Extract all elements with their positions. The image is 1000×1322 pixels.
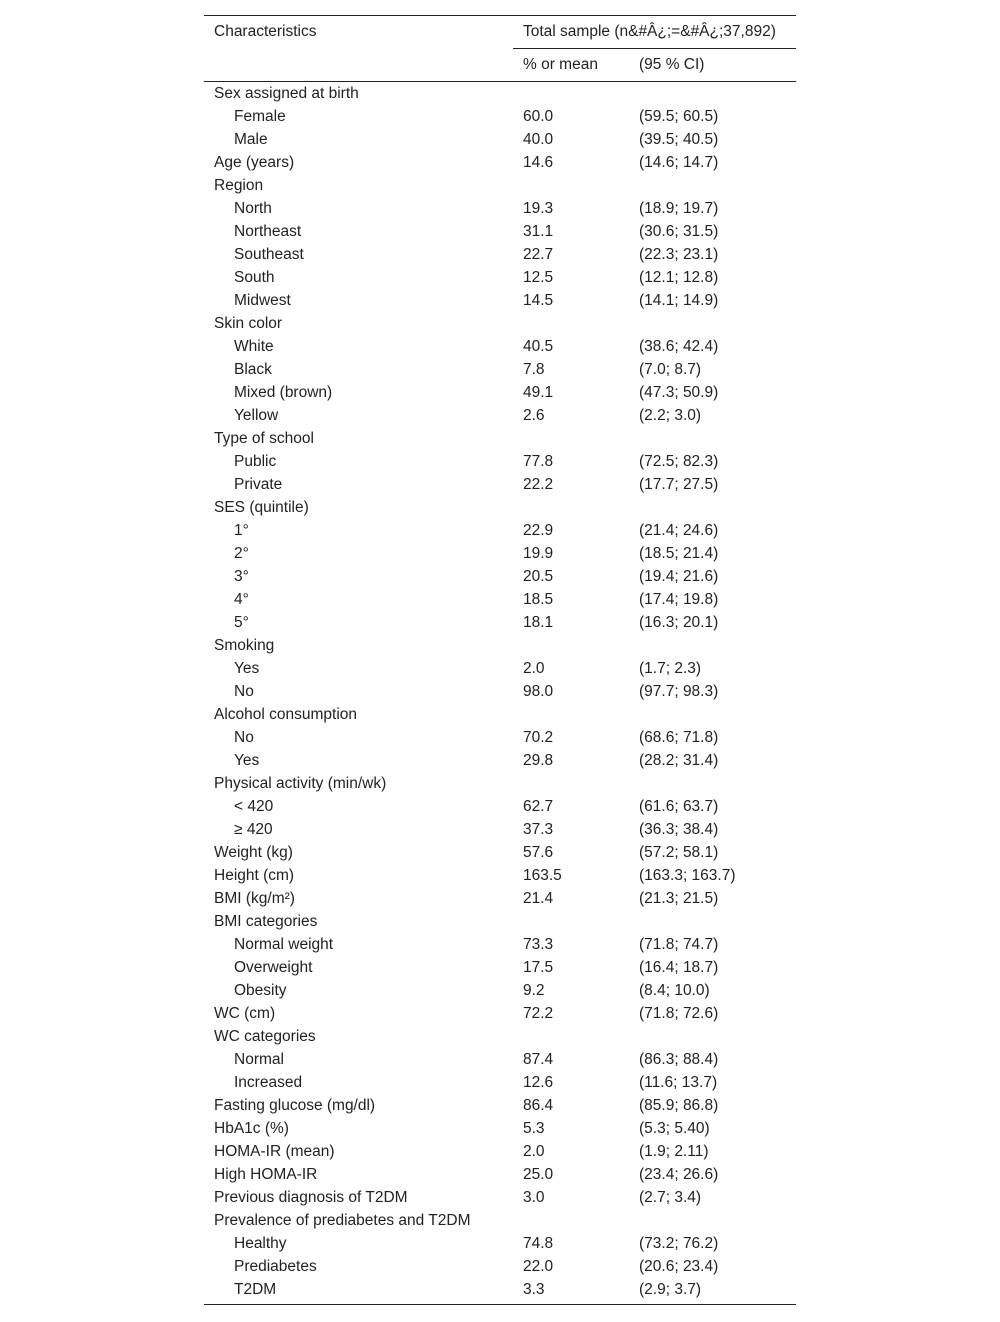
row-label: 5° [234, 614, 249, 631]
row-label: Midwest [234, 292, 291, 309]
row-ci: (18.5; 21.4) [639, 545, 719, 562]
row-label: High HOMA-IR [214, 1166, 318, 1183]
table-row [204, 542, 796, 565]
row-label: Physical activity (min/wk) [214, 775, 387, 792]
table-row [204, 105, 796, 128]
row-label: Public [234, 453, 277, 470]
row-value: 7.8 [523, 361, 545, 378]
row-ci: (14.1; 14.9) [639, 292, 719, 309]
row-value: 163.5 [523, 867, 562, 884]
row-label: Region [214, 177, 264, 194]
table-row [204, 128, 796, 151]
row-value: 12.6 [523, 1074, 554, 1091]
row-ci: (86.3; 88.4) [639, 1051, 719, 1068]
row-label: Yes [234, 660, 260, 677]
row-ci: (17.4; 19.8) [639, 591, 719, 608]
table-row [204, 1140, 796, 1163]
row-value: 62.7 [523, 798, 554, 815]
row-value: 3.0 [523, 1189, 545, 1206]
row-label: 1° [234, 522, 249, 539]
row-ci: (5.3; 5.40) [639, 1120, 710, 1137]
header-value: % or mean [513, 49, 629, 82]
row-value: 2.0 [523, 660, 545, 677]
table-row [204, 795, 796, 818]
row-ci: (2.2; 3.0) [639, 407, 702, 424]
row-label: North [234, 200, 272, 217]
table-row [204, 657, 796, 680]
table-row [204, 634, 796, 657]
table-row [204, 749, 796, 772]
row-value: 21.4 [523, 890, 554, 907]
table-row [204, 496, 796, 519]
row-value [513, 634, 629, 657]
row-label: Male [234, 131, 268, 148]
header-empty-cell [204, 49, 513, 82]
row-ci: (72.5; 82.3) [639, 453, 719, 470]
row-value: 22.7 [523, 246, 554, 263]
row-value: 86.4 [523, 1097, 554, 1114]
row-label: ≥ 420 [234, 821, 273, 838]
header-row-2 [204, 49, 796, 82]
row-value: 18.5 [523, 591, 554, 608]
characteristics-table-container [204, 15, 796, 1305]
row-value: 12.5 [523, 269, 554, 286]
header-total-sample: Total sample (n&#Â¿;=&#Â¿;37,892) [513, 16, 796, 49]
row-label: HbA1c (%) [214, 1120, 289, 1137]
row-ci: (97.7; 98.3) [639, 683, 719, 700]
row-label: Prediabetes [234, 1258, 317, 1275]
row-value [513, 703, 629, 726]
header-characteristics: Characteristics [204, 16, 513, 49]
row-value: 98.0 [523, 683, 554, 700]
row-label: Sex assigned at birth [214, 85, 359, 102]
row-value: 40.5 [523, 338, 554, 355]
table-row [204, 243, 796, 266]
row-ci: (16.3; 20.1) [639, 614, 719, 631]
row-ci: (71.8; 72.6) [639, 1005, 719, 1022]
row-ci: (21.3; 21.5) [639, 890, 719, 907]
row-ci: (2.7; 3.4) [639, 1189, 702, 1206]
row-label: SES (quintile) [214, 499, 309, 516]
row-value: 14.6 [523, 154, 554, 171]
row-ci [629, 910, 796, 933]
row-value: 29.8 [523, 752, 554, 769]
table-row [204, 611, 796, 634]
table-row [204, 956, 796, 979]
table-row [204, 588, 796, 611]
table-row [204, 473, 796, 496]
row-ci [629, 82, 796, 106]
table-row [204, 151, 796, 174]
table-row [204, 818, 796, 841]
row-value [513, 1025, 629, 1048]
row-label: < 420 [234, 798, 274, 815]
row-value [513, 427, 629, 450]
table-row [204, 519, 796, 542]
row-label: Yellow [234, 407, 279, 424]
row-value: 74.8 [523, 1235, 554, 1252]
table-row [204, 1048, 796, 1071]
table-row [204, 450, 796, 473]
row-label: Fasting glucose (mg/dl) [214, 1097, 376, 1114]
row-value [513, 1209, 629, 1232]
table-row [204, 1002, 796, 1025]
table-header [204, 16, 796, 82]
row-value [513, 910, 629, 933]
row-ci [629, 1025, 796, 1048]
row-label: No [234, 729, 254, 746]
table-body [204, 82, 796, 1305]
table-row [204, 289, 796, 312]
row-label: Yes [234, 752, 260, 769]
row-ci: (163.3; 163.7) [639, 867, 736, 884]
row-label: BMI categories [214, 913, 318, 930]
table-row [204, 1117, 796, 1140]
table-row [204, 979, 796, 1002]
table-row [204, 887, 796, 910]
row-label: Private [234, 476, 283, 493]
row-value: 3.3 [513, 1278, 629, 1305]
table-row [204, 1209, 796, 1232]
row-value: 70.2 [523, 729, 554, 746]
table-row [204, 82, 796, 106]
row-ci [629, 427, 796, 450]
row-ci: (57.2; 58.1) [639, 844, 719, 861]
table-row [204, 1094, 796, 1117]
table-row [204, 726, 796, 749]
row-ci: (19.4; 21.6) [639, 568, 719, 585]
table-row [204, 174, 796, 197]
row-ci: (12.1; 12.8) [639, 269, 719, 286]
row-value: 40.0 [523, 131, 554, 148]
row-value: 22.9 [523, 522, 554, 539]
row-label: Type of school [214, 430, 314, 447]
row-label: 3° [234, 568, 249, 585]
row-ci: (59.5; 60.5) [639, 108, 719, 125]
row-label: South [234, 269, 275, 286]
row-ci: (22.3; 23.1) [639, 246, 719, 263]
table-row [204, 1186, 796, 1209]
table-row [204, 680, 796, 703]
row-ci [629, 496, 796, 519]
row-value: 57.6 [523, 844, 554, 861]
row-label: Prevalence of prediabetes and T2DM [214, 1212, 471, 1229]
table-row [204, 1071, 796, 1094]
row-label: Obesity [234, 982, 287, 999]
row-ci: (2.9; 3.7) [629, 1278, 796, 1305]
row-value [513, 82, 629, 106]
row-ci: (47.3; 50.9) [639, 384, 719, 401]
table-row [204, 1232, 796, 1255]
row-value [513, 312, 629, 335]
row-label: Black [234, 361, 272, 378]
row-label: Healthy [234, 1235, 287, 1252]
row-label: 2° [234, 545, 249, 562]
table-row [204, 841, 796, 864]
row-label: HOMA-IR (mean) [214, 1143, 335, 1160]
row-value: 19.9 [523, 545, 554, 562]
header-ci: (95 % CI) [629, 49, 796, 82]
row-ci: (17.7; 27.5) [639, 476, 719, 493]
row-value: 31.1 [523, 223, 554, 240]
row-value: 19.3 [523, 200, 554, 217]
row-value: 73.3 [523, 936, 554, 953]
table-row [204, 427, 796, 450]
row-value [513, 496, 629, 519]
row-label: Skin color [214, 315, 283, 332]
row-label: Weight (kg) [214, 844, 293, 861]
row-value: 37.3 [523, 821, 554, 838]
row-value: 18.1 [523, 614, 554, 631]
row-label: Normal weight [234, 936, 334, 953]
table-row [204, 197, 796, 220]
row-ci: (21.4; 24.6) [639, 522, 719, 539]
table-row [204, 358, 796, 381]
row-label: T2DM [204, 1278, 513, 1305]
table-row [204, 220, 796, 243]
row-label: Smoking [214, 637, 275, 654]
table-row [204, 404, 796, 427]
row-value: 9.2 [523, 982, 545, 999]
row-ci: (73.2; 76.2) [639, 1235, 719, 1252]
table-row [204, 565, 796, 588]
row-ci: (39.5; 40.5) [639, 131, 719, 148]
header-row-1 [204, 16, 796, 49]
row-value: 22.2 [523, 476, 554, 493]
row-ci: (16.4; 18.7) [639, 959, 719, 976]
row-ci: (23.4; 26.6) [639, 1166, 719, 1183]
row-value: 5.3 [523, 1120, 545, 1137]
row-ci: (1.9; 2.11) [639, 1143, 709, 1160]
characteristics-table [204, 15, 796, 1305]
table-row [204, 335, 796, 358]
row-label: No [234, 683, 254, 700]
row-ci: (28.2; 31.4) [639, 752, 719, 769]
row-ci: (20.6; 23.4) [639, 1258, 719, 1275]
table-row [204, 312, 796, 335]
row-value [513, 772, 629, 795]
row-label: Alcohol consumption [214, 706, 358, 723]
row-label: Northeast [234, 223, 302, 240]
row-label: Mixed (brown) [234, 384, 333, 401]
row-value: 72.2 [523, 1005, 554, 1022]
row-ci [629, 174, 796, 197]
row-ci: (7.0; 8.7) [639, 361, 702, 378]
row-value [513, 174, 629, 197]
table-row [204, 1163, 796, 1186]
row-value: 22.0 [523, 1258, 554, 1275]
row-ci: (36.3; 38.4) [639, 821, 719, 838]
row-label: Normal [234, 1051, 284, 1068]
row-ci: (8.4; 10.0) [639, 982, 710, 999]
row-ci: (61.6; 63.7) [639, 798, 719, 815]
table-row [204, 772, 796, 795]
row-ci [629, 1209, 796, 1232]
table-row [204, 1278, 796, 1305]
row-ci: (14.6; 14.7) [639, 154, 719, 171]
row-value: 49.1 [523, 384, 554, 401]
row-ci: (11.6; 13.7) [639, 1074, 718, 1091]
row-label: Southeast [234, 246, 304, 263]
row-label: Previous diagnosis of T2DM [214, 1189, 408, 1206]
row-ci: (71.8; 74.7) [639, 936, 719, 953]
row-ci: (68.6; 71.8) [639, 729, 719, 746]
row-value: 77.8 [523, 453, 554, 470]
row-value: 25.0 [523, 1166, 554, 1183]
row-label: Height (cm) [214, 867, 295, 884]
row-label: Age (years) [214, 154, 295, 171]
table-row [204, 864, 796, 887]
row-label: Increased [234, 1074, 303, 1091]
row-label: WC (cm) [214, 1005, 276, 1022]
row-ci: (18.9; 19.7) [639, 200, 719, 217]
row-value: 14.5 [523, 292, 554, 309]
row-value: 20.5 [523, 568, 554, 585]
row-ci [629, 634, 796, 657]
table-row [204, 266, 796, 289]
row-ci [629, 772, 796, 795]
row-ci: (1.7; 2.3) [639, 660, 702, 677]
row-ci [629, 312, 796, 335]
row-value: 87.4 [523, 1051, 554, 1068]
table-row [204, 381, 796, 404]
row-ci [629, 703, 796, 726]
row-label: White [234, 338, 274, 355]
row-label: Overweight [234, 959, 313, 976]
table-row [204, 933, 796, 956]
table-row [204, 1255, 796, 1278]
row-value: 2.6 [523, 407, 545, 424]
row-value: 60.0 [523, 108, 554, 125]
row-label: 4° [234, 591, 249, 608]
table-row [204, 910, 796, 933]
row-label: Female [234, 108, 286, 125]
row-ci: (85.9; 86.8) [639, 1097, 719, 1114]
row-label: WC categories [214, 1028, 316, 1045]
row-label: BMI (kg/m²) [214, 890, 295, 907]
table-row [204, 1025, 796, 1048]
row-value: 17.5 [523, 959, 554, 976]
row-value: 2.0 [523, 1143, 545, 1160]
row-ci: (30.6; 31.5) [639, 223, 719, 240]
table-row [204, 703, 796, 726]
row-ci: (38.6; 42.4) [639, 338, 719, 355]
